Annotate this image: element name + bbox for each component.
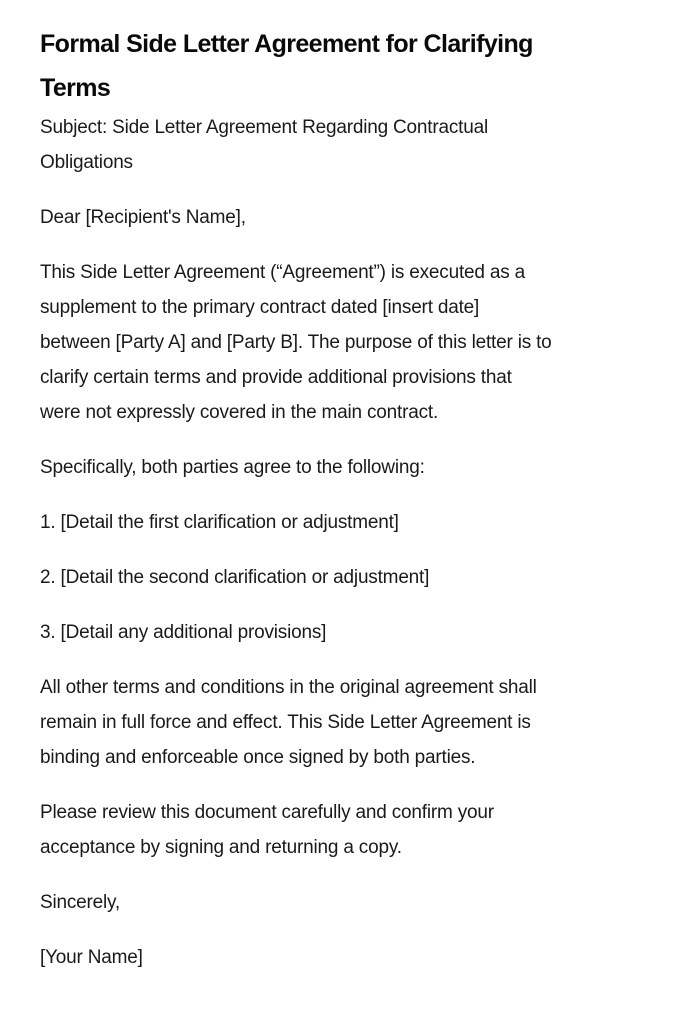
agreement-lead: Specifically, both parties agree to the following:	[40, 457, 425, 478]
subject-line	[40, 110, 640, 180]
list-item: 3. [Detail any additional provisions]	[40, 622, 327, 643]
document-title	[40, 22, 640, 110]
intro-line: were not expressly covered in the main contract.	[40, 402, 439, 423]
intro-line: This Side Letter Agreement (“Agreement”) is executed as a	[40, 262, 525, 283]
terms-line: All other terms and conditions in the original agreement shall	[40, 677, 537, 698]
intro-line: clarify certain terms and provide additional provisions that	[40, 367, 512, 388]
title-line: Formal Side Letter Agreement for Clarifying	[40, 30, 533, 58]
subject-text: Obligations	[40, 152, 133, 173]
letter-document	[40, 22, 640, 995]
title-line: Terms	[40, 74, 111, 102]
list-item: 1. [Detail the first clarification or adjustment]	[40, 512, 399, 533]
request-line: acceptance by signing and returning a copy.	[40, 837, 402, 858]
list-item: 2. [Detail the second clarification or adjustment]	[40, 567, 430, 588]
closing: Sincerely,	[40, 892, 121, 913]
terms-line: binding and enforceable once signed by both parties.	[40, 747, 476, 768]
request-paragraph	[40, 795, 640, 865]
signature-name: [Your Name]	[40, 947, 143, 968]
intro-line: supplement to the primary contract dated [insert date]	[40, 297, 480, 318]
request-line: Please review this document carefully and confirm your	[40, 802, 494, 823]
intro-line: between [Party A] and [Party B]. The purpose of this letter is to	[40, 332, 552, 353]
salutation: Dear [Recipient's Name],	[40, 207, 246, 228]
terms-paragraph	[40, 670, 640, 775]
subject-text: Subject: Side Letter Agreement Regarding Contractual	[40, 117, 488, 138]
terms-line: remain in full force and effect. This Side Letter Agreement is	[40, 712, 531, 733]
intro-paragraph	[40, 255, 640, 430]
